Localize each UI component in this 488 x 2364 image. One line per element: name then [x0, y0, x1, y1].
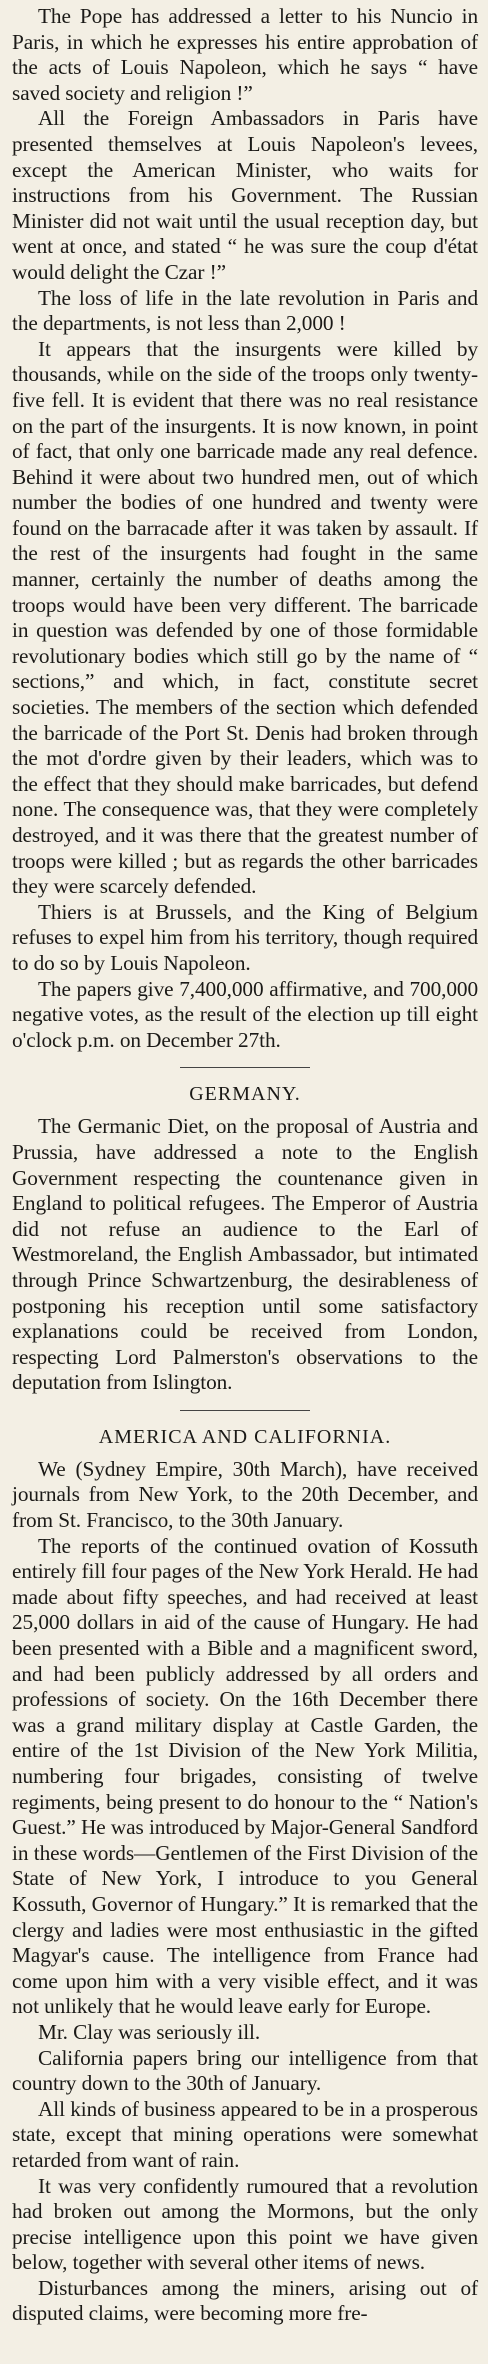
paragraph-ambassadors: All the Foreign Ambassadors in Paris have presented themselves at Louis Napoleon's levees, except the American Minister, who waits for instructions from his Government. The Russian Minister did not wait until the usual reception day, but went at once, and stated “ he was sure the coup d'état would delight the Czar !” — [12, 106, 478, 284]
america-section — [12, 1425, 478, 2327]
paragraph-mormons: It was very confidently rumoured that a revolution had broken out among the Mormons, but the only precise intelligence upon this point we have given below, together with several other items of news. — [12, 2173, 478, 2275]
paragraph-germanic-diet: The Germanic Diet, on the proposal of Austria and Prussia, have addressed a note to the English Government respecting the countenance given in England to political refugees. The Emperor of Austria did not refuse an audience to the Earl of Westmoreland, the English Ambassador, but intimated through Prince Schwartzenburg, the desirableness of postponing his reception until some satisfactory explanations could be received from London, respecting Lord Palmerston's observations to the deputation from Islington. — [12, 1114, 478, 1395]
paragraph-pope-letter: The Pope has addressed a letter to his Nuncio in Paris, in which he expresses his entire approbation of the acts of Louis Napoleon, which he says “ have saved society and religion !” — [12, 4, 478, 105]
paragraph-insurgents: It appears that the insurgents were killed by thousands, while on the side of the troops only twenty-five fell. It is evident that there was no real resistance on the part of the insurgents. It is now known, in point of fact, that only one barricade made any real defence. Behind it were about two hundred men, out of which number the bodies of one hundred and twenty were found on the barracade after it was taken by assault. If the rest of the insurgents had fought in the same manner, certainly the number of deaths among the troops would have been very different. The barricade in question was defended by one of those formidable revolutionary bodies which still go by the name of “ sections,” and which, in fact, constitute secret societies. The members of the section which defended the barricade of the Port St. Denis had broken through the mot d'ordre given by their leaders, which was to the effect that they should make barricades, but defend none. The consequence was, that they were completely destroyed, and it was there that the greatest number of troops were killed ; but as regards the other barricades they were scarcely defended. — [12, 336, 478, 899]
section-heading-germany: GERMANY. — [189, 1083, 301, 1106]
section-divider — [180, 1067, 310, 1068]
section-divider — [180, 1410, 310, 1411]
paragraph-mr-clay: Mr. Clay was seriously ill. — [38, 2019, 261, 2044]
paragraph-thiers: Thiers is at Brussels, and the King of Belgium refuses to expel him from his territory, though required to do so by Louis Napoleon. — [12, 899, 478, 975]
paragraph-california-papers: California papers bring our intelligence from that country down to the 30th of January. — [12, 2045, 478, 2096]
paragraph-election-votes: The papers give 7,400,000 affirmative, and 700,000 negative votes, as the result of the election up till eight o'clock p.m. on December 27th. — [12, 976, 478, 1052]
paris-news-section — [12, 4, 478, 1053]
paragraph-miners: Disturbances among the miners, arising out of disputed claims, were becoming more fre- — [12, 2275, 478, 2326]
paragraph-kossuth: The reports of the continued ovation of Kossuth entirely fill four pages of the New York Herald. He had made about fifty speeches, and had received at least 25,000 dollars in aid of the cause of Hungary. He had been presented with a Bible and a magnificent sword, and had been publicly addressed by all orders and professions of society. On the 16th December there was a grand military display at Castle Garden, the entire of the 1st Division of the New York Militia, numbering four brigades, consisting of twelve regiments, being present to do honour to the “ Nation's Guest.” He was introduced by Major-General Sandford in these words—Gentlemen of the First Division of the State of New York, I introduce to you General Kossuth, Governor of Hungary.” It is remarked that the clergy and ladies were most enthusiastic in the gifted Magyar's cause. The intelligence from France had come upon him with a very visible effect, and it was not unlikely that he would leave early for Europe. — [12, 1533, 478, 2019]
paragraph-sydney-empire: We (Sydney Empire, 30th March), have received journals from New York, to the 20th December, and from St. Francisco, to the 30th January. — [12, 1456, 478, 1533]
germany-section — [12, 1082, 478, 1396]
paragraph-business: All kinds of business appeared to be in a prosperous state, except that mining operations were somewhat retarded from want of rain. — [12, 2096, 478, 2172]
paragraph-loss-of-life: The loss of life in the late revolution in Paris and the departments, is not less than 2,000 ! — [12, 285, 478, 336]
section-heading-america: AMERICA AND CALIFORNIA. — [98, 1425, 392, 1448]
